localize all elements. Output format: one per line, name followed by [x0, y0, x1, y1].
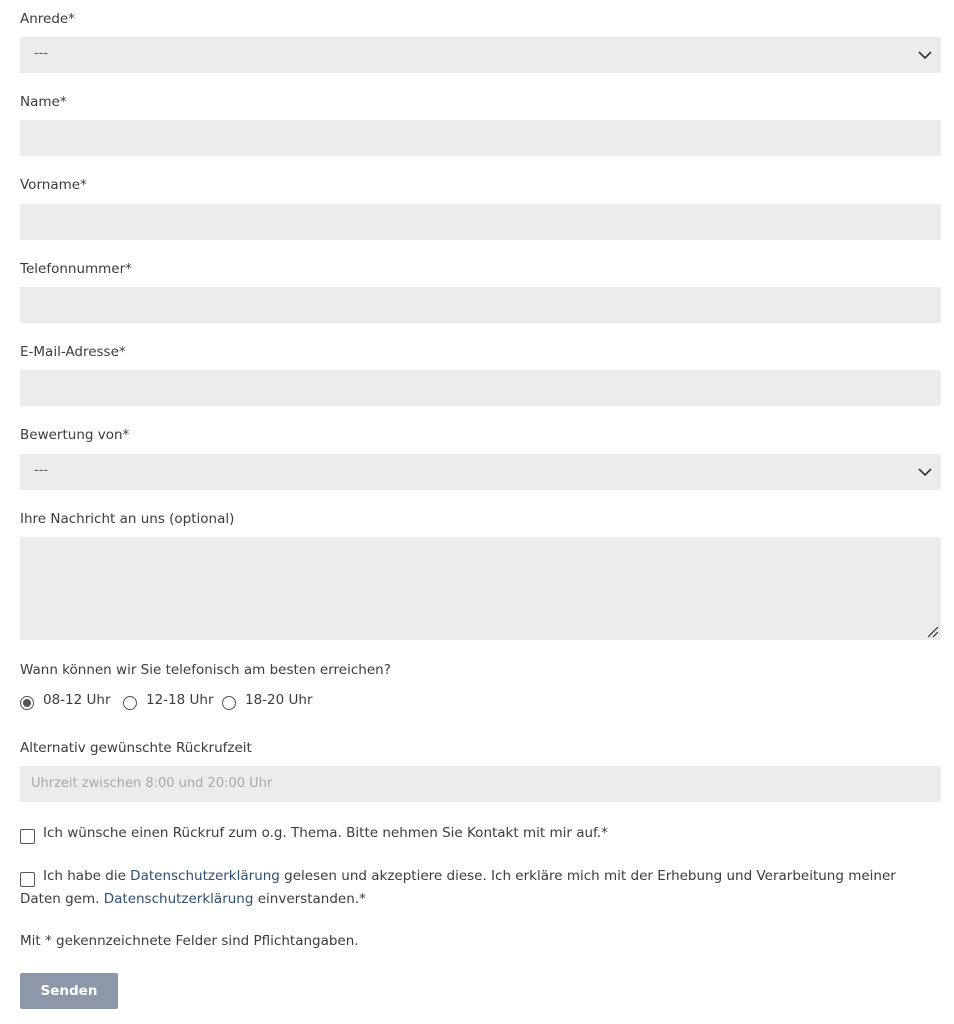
radio-label: 18-20 Uhr	[245, 692, 313, 708]
radio-button[interactable]	[123, 696, 137, 710]
radio-label: 08-12 Uhr	[43, 692, 111, 708]
privacy-text-middle: gelesen und akzeptiere diese. Ich erkläre mich mit der Erhebung und Verarbeitung meiner Daten gem.	[20, 868, 896, 907]
privacy-policy-link[interactable]: Datenschutzerklärung	[130, 868, 280, 884]
name-input[interactable]	[20, 120, 941, 156]
nachricht-textarea[interactable]	[20, 537, 941, 640]
alt-callback-label: Alternativ gewünschte Rückrufzeit	[20, 740, 252, 756]
email-input[interactable]	[20, 370, 941, 406]
privacy-policy-link-2[interactable]: Datenschutzerklärung	[103, 891, 254, 907]
bewertung-label: Bewertung von*	[20, 427, 130, 443]
anrede-select-value: ---	[34, 46, 49, 61]
chevron-down-icon	[917, 47, 933, 63]
nachricht-label: Ihre Nachricht an uns (optional)	[20, 511, 235, 527]
chevron-down-icon	[917, 464, 933, 480]
email-label: E-Mail-Adresse*	[20, 344, 126, 360]
privacy-text-prefix: Ich habe die	[43, 868, 131, 884]
resize-handle-icon[interactable]	[927, 626, 939, 638]
telefon-input[interactable]	[20, 287, 941, 323]
required-fields-note: Mit * gekennzeichnete Felder sind Pflichtangaben.	[20, 933, 359, 949]
radio-button[interactable]	[222, 696, 236, 710]
name-label: Name*	[20, 94, 67, 110]
submit-button[interactable]: Senden	[20, 973, 118, 1009]
callback-consent-text: Ich wünsche einen Rückruf zum o.g. Thema. Bitte nehmen Sie Kontakt mit mir auf.*	[43, 825, 608, 841]
radio-button[interactable]	[20, 696, 34, 710]
vorname-label: Vorname*	[20, 177, 87, 193]
anrede-select[interactable]	[20, 37, 941, 73]
alt-callback-placeholder: Uhrzeit zwischen 8:00 und 20:00 Uhr	[31, 776, 273, 791]
alt-callback-input[interactable]	[20, 766, 941, 802]
anrede-label: Anrede*	[20, 11, 75, 27]
radio-label: 12-18 Uhr	[146, 692, 214, 708]
callback-question: Wann können wir Sie telefonisch am besten erreichen?	[20, 662, 391, 678]
privacy-consent-text	[20, 865, 920, 911]
privacy-text-suffix: einverstanden.*	[253, 891, 366, 907]
telefon-label: Telefonnummer*	[20, 261, 132, 277]
bewertung-select-value: ---	[34, 463, 49, 478]
bewertung-select[interactable]	[20, 454, 941, 490]
vorname-input[interactable]	[20, 204, 941, 240]
